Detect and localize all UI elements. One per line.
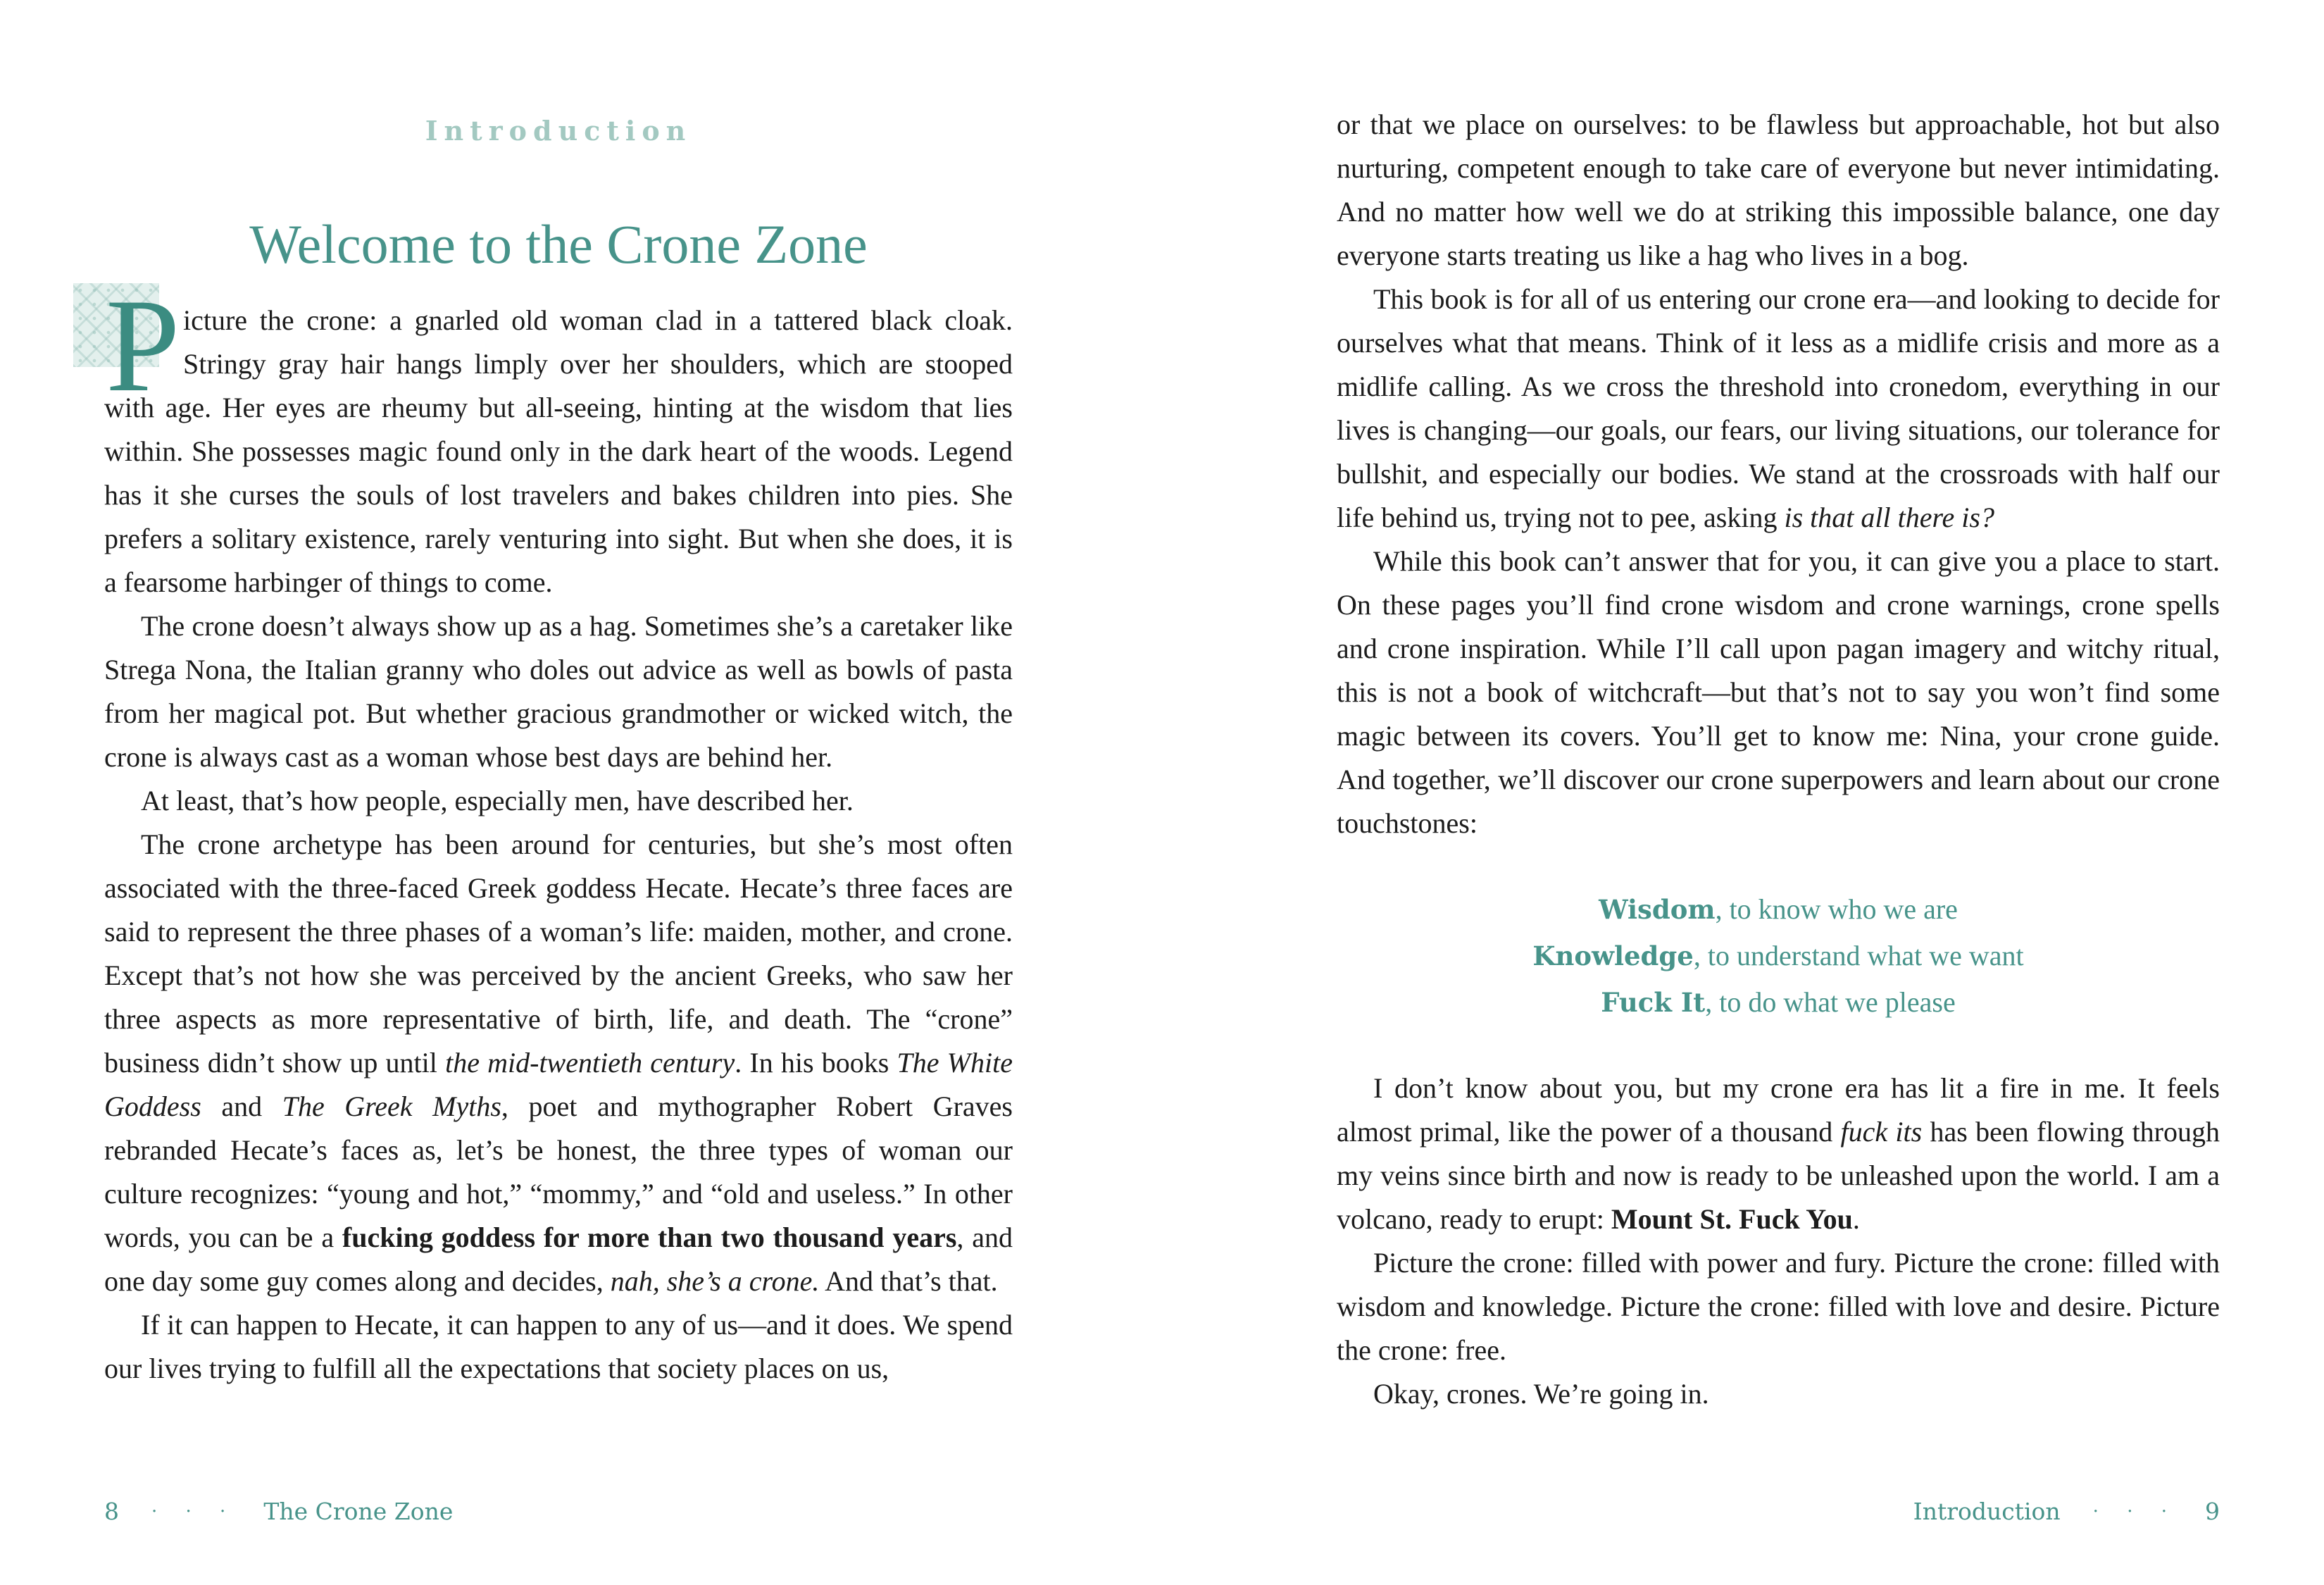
paragraph xyxy=(104,779,1013,823)
text-run: And that’s that. xyxy=(819,1265,998,1297)
text-run: The Greek Myths xyxy=(282,1090,501,1122)
running-title: The Crone Zone xyxy=(263,1498,454,1525)
paragraph xyxy=(104,1303,1013,1391)
paragraph xyxy=(1337,103,2220,278)
text-run: fucking goddess for more than two thousand years xyxy=(342,1222,957,1253)
footer-dots-ornament: · · · xyxy=(151,1501,237,1522)
paragraph xyxy=(104,823,1013,1303)
dropcap xyxy=(104,272,183,420)
text-run: This book is for all of us entering our crone era—and looking to decide for ourselves what that means. Think of it less as a midlife crisis and more as a midlife calling. As we cross the threshold into cronedom, everything in our lives is changing—our goals, our fears, our living situations, our tolerance for bullshit, and especially our bodies. We stand at the crossroads with half our life behind us, trying not to pee, asking xyxy=(1337,283,2220,533)
page-number: 8 xyxy=(104,1498,119,1525)
touchstone-keyword: Knowledge xyxy=(1532,940,1694,971)
touchstone-keyword: Fuck It xyxy=(1601,987,1706,1018)
left-page-paragraphs xyxy=(104,272,1013,1391)
footer-dots-ornament: · · · xyxy=(2092,1501,2178,1522)
touchstone-description: , to understand what we want xyxy=(1693,940,2024,971)
text-run: , poet and mythographer Robert Graves rebranded Hecate’s faces as, let’s be honest, the three types of woman our culture recognizes: “young and hot,” “mommy,” and “old and useless.” In other words, you can be a xyxy=(104,1090,1013,1253)
chapter-title: Welcome to the Crone Zone xyxy=(249,213,868,275)
text-run: or that we place on ourselves: to be flawless but approachable, hot but also nurturing, competent enough to take care of everyone but never intimidating. And no matter how well we do at striking this impossible balance, one day everyone starts treating us like a hag who lives in a bog. xyxy=(1337,108,2220,271)
page-number: 9 xyxy=(2205,1498,2220,1525)
text-run: Okay, crones. We’re going in. xyxy=(1373,1378,1709,1410)
touchstone-line xyxy=(1337,979,2220,1026)
text-run: I don’t know about you, but my crone era has lit a fire in me. It feels almost primal, like the power of a thousand xyxy=(1337,1072,2220,1148)
paragraph xyxy=(1337,1372,2220,1416)
text-run: and xyxy=(201,1090,282,1122)
text-run: Picture the crone: filled with power and fury. Picture the crone: filled with wisdom and knowledge. Picture the crone: filled with love and desire. Picture the crone: free. xyxy=(1337,1247,2220,1366)
paragraph xyxy=(1337,278,2220,540)
left-page-body xyxy=(104,272,1013,1391)
text-run: At least, that’s how people, especially men, have described her. xyxy=(141,785,854,816)
text-run: icture the crone: a gnarled old woman clad in a tattered black cloak. Stringy gray hair hangs limply over her shoulders, which are stooped with age. Her eyes are rheumy but all-seeing, hinting at the wisdom that lies within. She possesses magic found only in the dark heart of the woods. Legend has it she curses the souls of lost travelers and bakes children into pies. She prefers a solitary existence, rarely venturing into sight. But when she does, it is a fearsome harbinger of things to come. xyxy=(104,304,1013,598)
paragraph xyxy=(1337,1241,2220,1372)
touchstone-description: , to know who we are xyxy=(1715,893,1958,925)
paragraph xyxy=(1337,540,2220,845)
text-run: Mount St. Fuck You xyxy=(1611,1203,1853,1235)
touchstone-line xyxy=(1337,886,2220,933)
left-running-footer xyxy=(104,1498,1013,1525)
right-page-paragraphs-after xyxy=(1337,1067,2220,1416)
right-page-paragraphs-before xyxy=(1337,103,2220,845)
text-run: has been flowing through my veins since birth and now is ready to be unleashed upon the world. I am a volcano, ready to erupt: xyxy=(1337,1116,2220,1235)
text-run: The crone archetype has been around for centuries, but she’s most often associated with the three-faced Greek goddess Hecate. Hecate’s three faces are said to represent the three phases of a woman’s life: maiden, mother, and crone. Except that’s not how she was perceived by the ancient Greeks, who saw her three aspects as more representative of birth, life, and death. The “crone” business didn’t show up until xyxy=(104,828,1013,1079)
running-title: Introduction xyxy=(1913,1498,2061,1525)
text-run: the mid-twentieth century xyxy=(445,1047,735,1079)
text-run: nah, she’s a crone. xyxy=(610,1265,820,1297)
text-run: fuck its xyxy=(1840,1116,1923,1148)
touchstone-line xyxy=(1337,933,2220,979)
right-running-footer xyxy=(1337,1498,2220,1525)
text-run: , and one day some guy comes along and decides, xyxy=(104,1222,1013,1297)
touchstone-description: , to do what we please xyxy=(1705,986,1956,1018)
text-run: The White Goddess xyxy=(104,1047,1013,1122)
text-run: is that all there is? xyxy=(1784,502,1994,533)
right-page-body xyxy=(1337,103,2220,1416)
text-run: The crone doesn’t always show up as a hag. Sometimes she’s a caretaker like Strega Nona, the Italian granny who doles out advice as well as bowls of pasta from her magical pot. But whether gracious grandmother or wicked witch, the crone is always cast as a woman whose best days are behind her. xyxy=(104,610,1013,773)
page-right xyxy=(1337,0,2220,1585)
page-left xyxy=(104,0,1013,1585)
paragraph xyxy=(104,272,1013,604)
paragraph xyxy=(104,604,1013,779)
paragraph xyxy=(1337,1067,2220,1241)
text-run: . In his books xyxy=(735,1047,897,1079)
touchstone-keyword: Wisdom xyxy=(1599,894,1716,925)
dropcap-letter: P xyxy=(106,272,180,420)
text-run: If it can happen to Hecate, it can happen to any of us—and it does. We spend our lives trying to fulfill all the expectations that society places on us, xyxy=(104,1309,1013,1384)
text-run: While this book can’t answer that for you, it can give you a place to start. On these pages you’ll find crone wisdom and crone warnings, crone spells and crone inspiration. While I’ll call upon pagan imagery and witchy ritual, this is not a book of witchcraft—but that’s not to say you won’t find some magic between its covers. You’ll get to know me: Nina, your crone guide. And together, we’ll discover our crone superpowers and learn about our crone touchstones: xyxy=(1337,545,2220,839)
crone-touchstones-list xyxy=(1337,886,2220,1026)
section-kicker: Introduction xyxy=(425,115,692,147)
text-run: . xyxy=(1852,1203,1860,1235)
